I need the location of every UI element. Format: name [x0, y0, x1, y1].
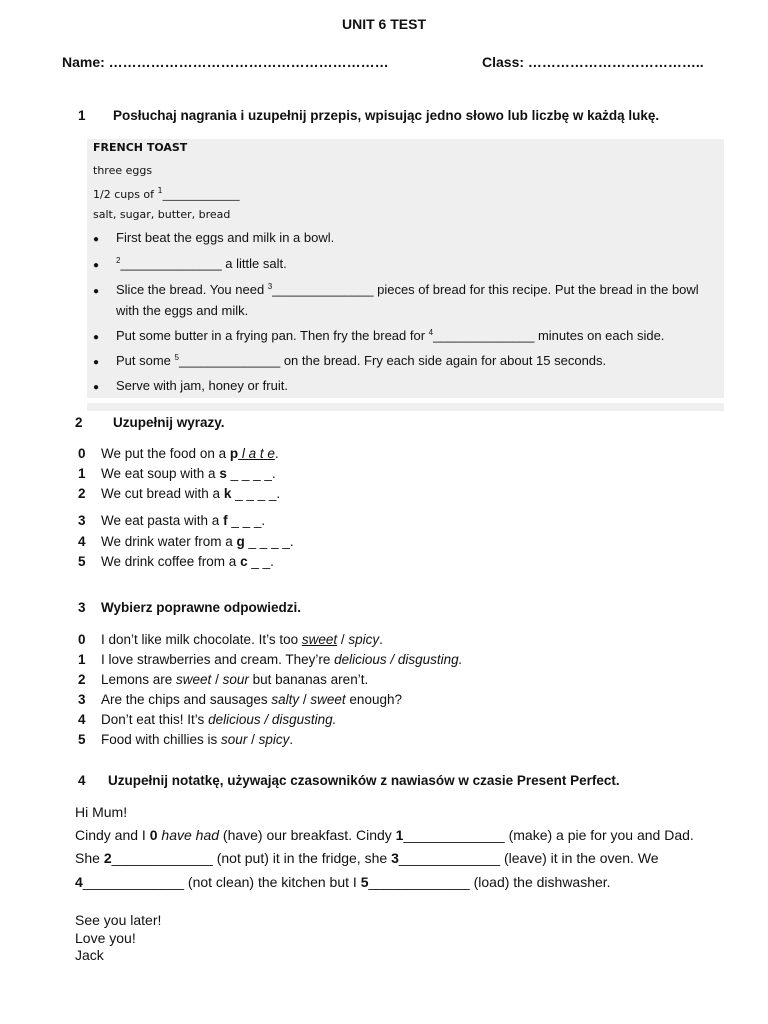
- exercise-item-text[interactable]: We drink coffee from a c _ _.: [101, 554, 274, 569]
- gap-number: 4: [428, 328, 434, 337]
- exercise-item-text: Don’t eat this! It’s delicious / disgusting.: [101, 712, 337, 727]
- recipe-step: [93, 256, 99, 271]
- bullet-icon: ●: [93, 286, 100, 297]
- answer-blank[interactable]: ______________: [433, 328, 535, 343]
- example-answer: have had: [157, 827, 220, 843]
- exercise-item-text: Lemons are sweet / sour but bananas aren’t.: [101, 672, 369, 687]
- recipe-step: [93, 328, 99, 343]
- exercise-item: 4: [78, 534, 86, 549]
- exercise-item: 0: [78, 446, 86, 461]
- exercise-item: 3: [78, 692, 86, 707]
- answer-blank[interactable]: _____________: [82, 874, 185, 890]
- exercise-item: 1: [78, 652, 86, 667]
- bullet-icon: ●: [93, 357, 100, 368]
- recipe-ingredient: 1/2 cups of: [93, 188, 155, 201]
- bullet-icon: ●: [93, 260, 100, 271]
- exercise-item-text[interactable]: We drink water from a g _ _ _ _.: [101, 534, 294, 549]
- answer-option: spicy: [348, 632, 380, 647]
- section-3-instruction: Wybierz poprawne odpowiedzi.: [101, 600, 302, 615]
- answer-blank[interactable]: ______________: [120, 256, 222, 271]
- answer-option[interactable]: disgusting: [271, 712, 333, 727]
- note-signature: Jack: [75, 947, 104, 963]
- section-1-number: 1: [78, 108, 86, 123]
- recipe-ingredient: salt, sugar, butter, bread: [93, 208, 231, 221]
- recipe-step-continuation: with the eggs and milk.: [116, 303, 249, 318]
- recipe-step-text: Put some $^5$______________ on the bread. Fry each side again for about 15 seconds.: [116, 353, 607, 368]
- exercise-item: 2: [78, 672, 86, 687]
- class-field-label: Class: ………………………………..: [482, 54, 704, 70]
- gap-number: 5: [174, 353, 179, 362]
- exercise-item-text: I love strawberries and cream. They’re delicious / disgusting.: [101, 652, 463, 667]
- exercise-item-text[interactable]: We eat soup with a s _ _ _ _.: [101, 466, 276, 481]
- example-answer: l a t e: [238, 446, 275, 461]
- gap-number: 3: [267, 282, 273, 291]
- exercise-item-text: Food with chillies is sour / spicy.: [101, 732, 294, 747]
- answer-option[interactable]: delicious: [208, 712, 261, 727]
- answer-option[interactable]: disgusting: [397, 652, 459, 667]
- exercise-item: 1: [78, 466, 86, 481]
- answer-option[interactable]: salty: [271, 692, 300, 707]
- answer-option[interactable]: sweet: [310, 692, 346, 707]
- recipe-ingredient-gap-1: [93, 186, 240, 201]
- recipe-step: [93, 282, 99, 297]
- exercise-item-text: We put the food on a p l a t e.: [101, 446, 279, 461]
- recipe-step-text: Serve with jam, honey or fruit.: [116, 378, 288, 393]
- name-field-label: Name: ……………………………………………………: [62, 54, 389, 70]
- note-line: 4_____________ (not clean) the kitchen but I 5_____________ (load) the dishwasher.: [75, 874, 611, 890]
- note-line: She 2_____________ (not put) it in the fridge, she 3_____________ (leave) it in the oven. We: [75, 850, 659, 866]
- recipe-step-text: Slice the bread. You need $^3$______________ pieces of bread for this recipe. Put the bread in the bowl: [116, 282, 699, 297]
- note-line: Cindy and I 0 have had (have) our breakfast. Cindy 1_____________ (make) a pie for you and Dad.: [75, 827, 694, 843]
- exercise-item: 5: [78, 732, 86, 747]
- exercise-item: 2: [78, 486, 86, 501]
- exercise-item-text[interactable]: We eat pasta with a f _ _ _.: [101, 513, 266, 528]
- section-1-instruction: Posłuchaj nagrania i uzupełnij przepis, wpisując jedno słowo lub liczbę w każdą lukę.: [113, 108, 660, 123]
- answer-blank[interactable]: _____________: [398, 850, 501, 866]
- answer-option[interactable]: sour: [221, 732, 248, 747]
- answer-blank[interactable]: _____________: [403, 827, 505, 843]
- answer-blank[interactable]: ______________: [178, 353, 281, 368]
- answer-blank[interactable]: ______________: [272, 282, 374, 297]
- recipe-step-text: $^2$______________ a little salt.: [116, 256, 287, 271]
- answer-blank[interactable]: _____________: [111, 850, 213, 866]
- recipe-step: [93, 230, 99, 245]
- answer-blank[interactable]: ______________: [162, 188, 240, 201]
- answer-option[interactable]: spicy: [258, 732, 290, 747]
- page-title: UNIT 6 TEST: [341, 16, 426, 32]
- recipe-step-text: Put some butter in a frying pan. Then fry the bread for $^4$______________ minutes on each side.: [116, 328, 665, 343]
- recipe-ingredient: three eggs: [93, 164, 153, 177]
- section-4-number: 4: [78, 773, 86, 788]
- answer-blank[interactable]: _____________: [368, 874, 470, 890]
- bullet-icon: ●: [93, 382, 100, 393]
- note-greeting: Hi Mum!: [75, 804, 128, 820]
- gap-number: 1: [157, 186, 163, 195]
- section-3-number: 3: [78, 600, 86, 615]
- exercise-item-text: I don’t like milk chocolate. It’s too sweet / spicy.: [101, 632, 383, 647]
- exercise-item: 5: [78, 554, 86, 569]
- exercise-item: 0: [78, 632, 86, 647]
- recipe-step-text: First beat the eggs and milk in a bowl.: [116, 230, 335, 245]
- answer-option: sweet: [301, 632, 338, 647]
- answer-option[interactable]: delicious: [334, 652, 387, 667]
- bullet-icon: ●: [93, 332, 100, 343]
- note-closing: See you later!: [75, 912, 162, 928]
- exercise-item: 4: [78, 712, 86, 727]
- recipe-step: [93, 378, 99, 393]
- recipe-box-divider: [87, 403, 724, 411]
- bullet-icon: ●: [93, 234, 100, 245]
- recipe-title: FRENCH TOAST: [93, 141, 188, 154]
- note-closing: Love you!: [75, 930, 136, 946]
- answer-option[interactable]: sour: [222, 672, 249, 687]
- exercise-item-text[interactable]: We cut bread with a k _ _ _ _.: [101, 486, 281, 501]
- exercise-item: 3: [78, 513, 86, 528]
- gap-number: 2: [116, 256, 121, 265]
- exercise-item-text: Are the chips and sausages salty / sweet enough?: [101, 692, 402, 707]
- section-2-instruction: Uzupełnij wyrazy.: [113, 415, 225, 430]
- answer-option[interactable]: sweet: [176, 672, 212, 687]
- recipe-step: [93, 353, 99, 368]
- section-2-number: 2: [75, 415, 83, 430]
- section-4-instruction: Uzupełnij notatkę, używając czasowników z nawiasów w czasie Present Perfect.: [108, 773, 620, 788]
